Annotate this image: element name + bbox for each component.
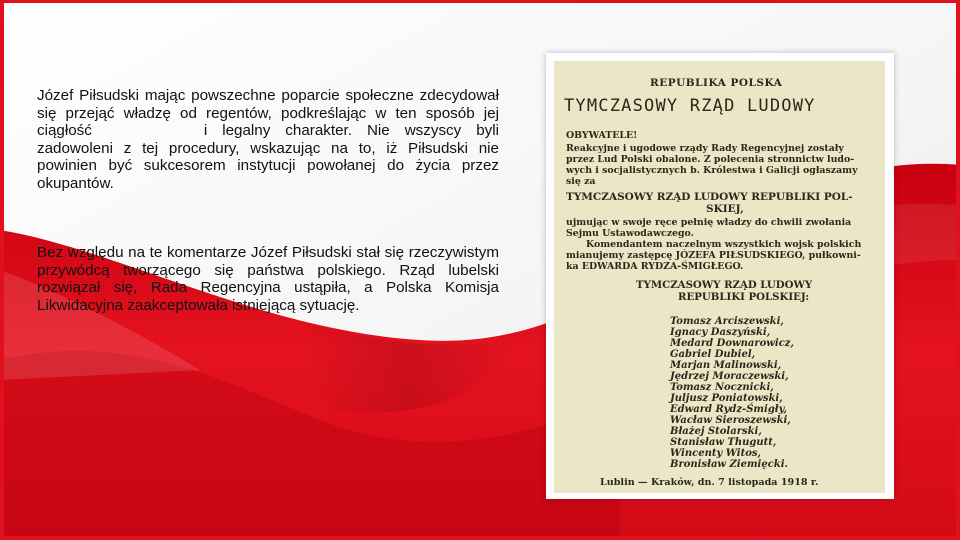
poster-header: REPUBLIKA POLSKA	[650, 77, 783, 89]
poster-salutation: OBYWATELE!	[566, 130, 638, 141]
poster-signatory: Wincenty Witos,	[670, 448, 762, 459]
poster-body-line: wych i socjalistycznych b. Królestwa i Galicji ogłaszamy	[566, 165, 858, 176]
poster-body-line: ka EDWARDA RYDZA-ŚMIGŁEGO.	[566, 261, 744, 272]
poster-signatory: Tomasz Nocznicki,	[670, 382, 774, 393]
poster-signatory: Wacław Sieroszewski,	[670, 415, 791, 426]
poster-gov-line: TYMCZASOWY RZĄD LUDOWY REPUBLIKI POL-	[566, 191, 853, 203]
paragraph-2-text: Bez względu na te komentarze Józef Piłsudski stał się rzeczywistym przywódcą tworzącego się państwa polskiego. Rząd lubelski rozwiązał się, Rada Regencyjna ustąpiła, a Polska Komisja Likwidacyjna zaakceptowała istniejącą sytuację.	[37, 244, 499, 314]
poster-signatory: Ignacy Daszyński,	[670, 327, 771, 338]
poster-signatory: Medard Downarowicz,	[670, 338, 794, 349]
poster-body-line: się za	[566, 176, 596, 187]
poster-body-line: przez Lud Polski obalone. Z polecenia stronnictw ludo-	[566, 154, 855, 165]
poster-signatory: Stanisław Thugutt,	[670, 437, 777, 448]
paragraph-1-text-b: i legalny charakter. Nie wszyscy byli zadowoleni z tej procedury, wskazując na to, iż Piłsudski nie powinien być sukcesorem instytucji powołanej do życia przez okupantów.	[37, 122, 499, 192]
poster-signatory: Błażej Stolarski,	[670, 426, 762, 437]
poster-body-line: ujmując w swoje ręce pełnię władzy do chwili zwołania	[566, 217, 852, 228]
poster-paper	[554, 61, 885, 493]
poster-body-line: Reakcyjne i ugodowe rządy Rady Regencyjnej zostały	[566, 143, 844, 154]
poster-signatory: Jędrzej Moraczewski,	[670, 371, 789, 382]
poster-signatory: Edward Rydz-Śmigły,	[670, 404, 787, 415]
poster-signatory: Marjan Malinowski,	[670, 360, 782, 371]
paragraph-1-text-a: Józef Piłsudski mając powszechne poparcie społeczne zdecydował się przejąć władzę od regentów, podkreślając w ten sposób jej ciągłość	[37, 87, 499, 140]
proclamation-poster	[546, 53, 894, 499]
poster-signatory: Bronisław Ziemięcki.	[670, 459, 789, 470]
poster-body-line: mianujemy zastępcę JÓZEFA PIŁSUDSKIEGO, pułkowni-	[566, 250, 861, 261]
poster-body-line: Komendantem naczelnym wszystkich wojsk polskich	[586, 239, 862, 250]
paragraph-2	[37, 244, 499, 314]
poster-gov-line: SKIEJ,	[706, 203, 744, 215]
poster-footer: Lublin — Kraków, dn. 7 listopada 1918 r.	[600, 477, 819, 488]
poster-title: TYMCZASOWY RZĄD LUDOWY	[564, 96, 816, 116]
poster-signatory: Tomasz Arciszewski,	[670, 316, 784, 327]
poster-signatory: Juljusz Poniatowski,	[670, 393, 783, 404]
poster-body-line: Sejmu Ustawodawczego.	[566, 228, 694, 239]
paragraph-1	[37, 87, 499, 193]
poster-signatory: Gabriel Dubiel,	[670, 349, 756, 360]
poster-sign-heading: TYMCZASOWY RZĄD LUDOWY	[636, 279, 813, 291]
poster-sign-heading: REPUBLIKI POLSKIEJ:	[678, 291, 810, 303]
